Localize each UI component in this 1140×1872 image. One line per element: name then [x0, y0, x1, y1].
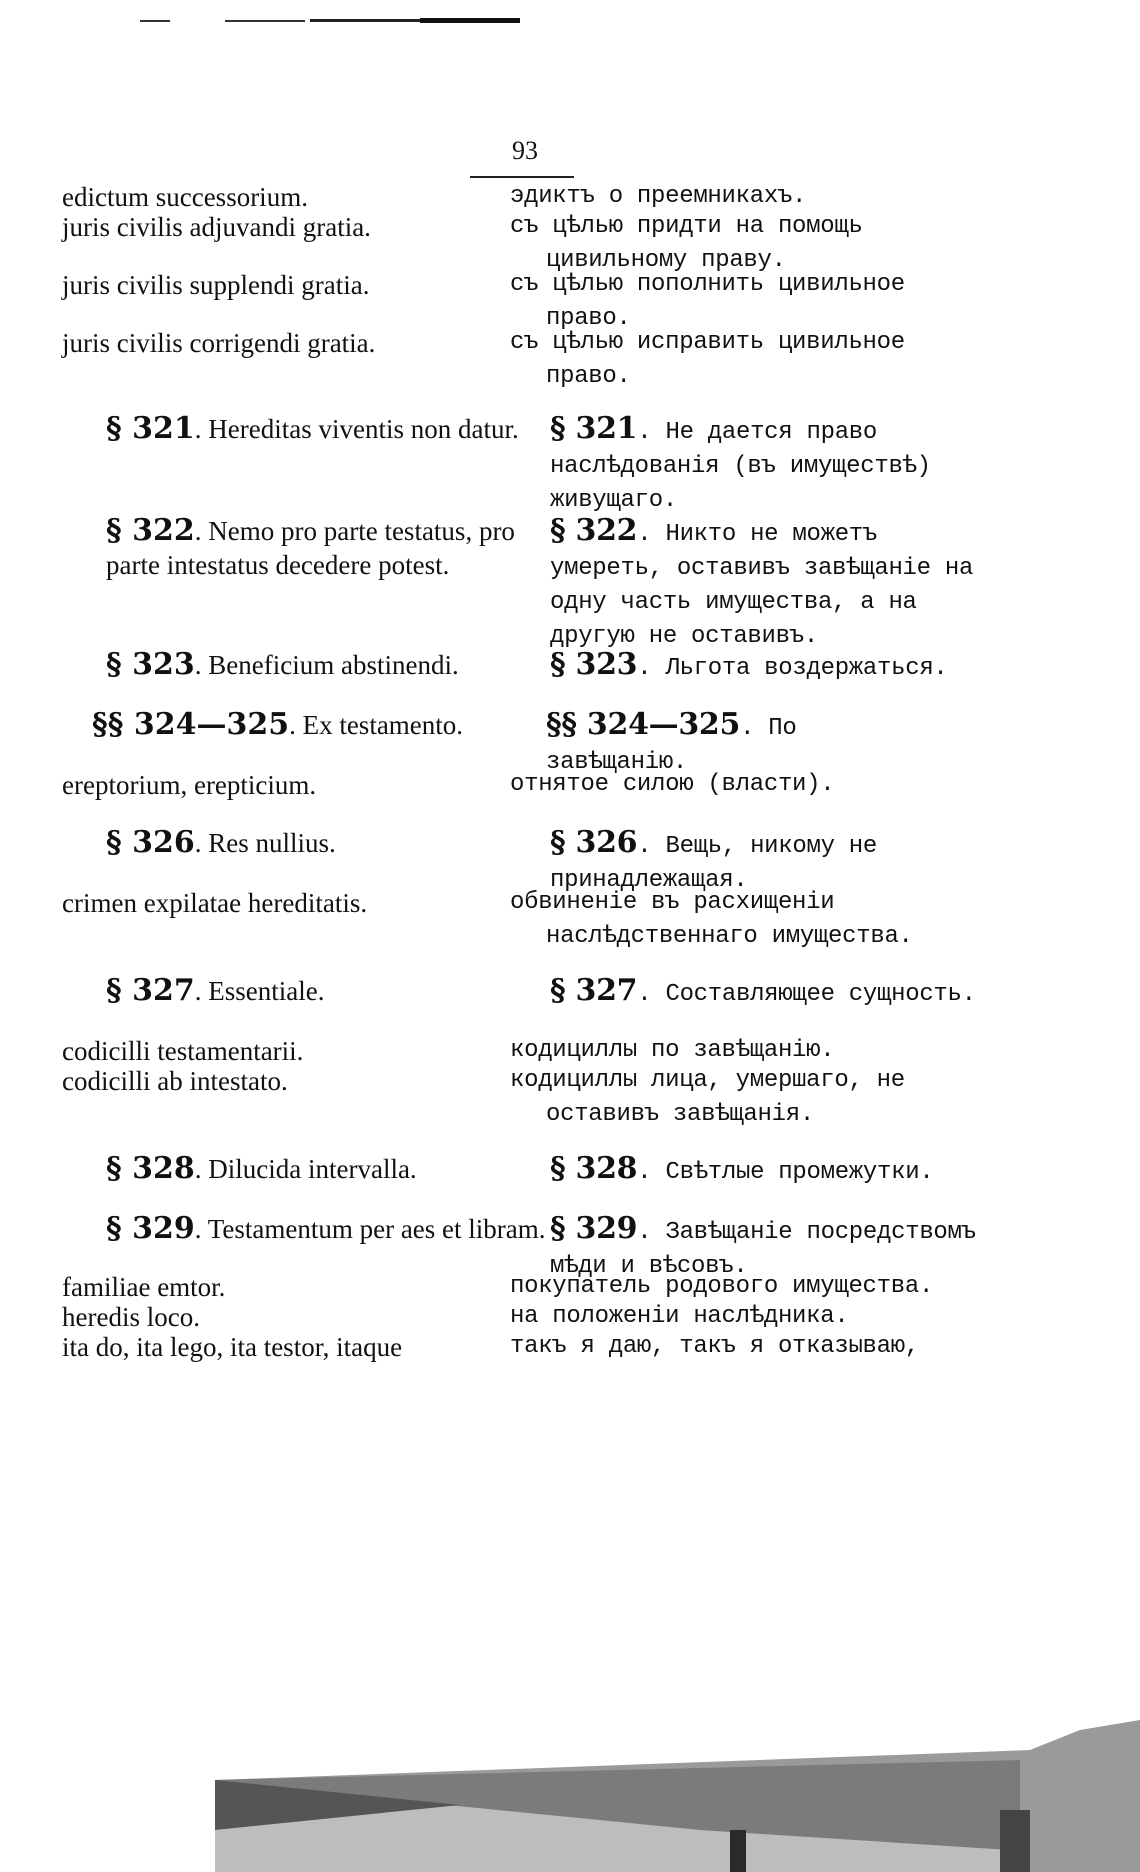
section-text: . Льгота воздержаться. — [637, 655, 948, 682]
russian-translation: кодициллы по завѣщанію. — [510, 1037, 835, 1064]
russian-section-323 — [510, 648, 980, 686]
latin-term: codicilli ab intestato. — [62, 1066, 288, 1096]
section-number: § 328 — [550, 1151, 638, 1186]
russian-translation: отнятое силою (власти). — [510, 771, 835, 798]
page-number: 93 — [512, 136, 538, 165]
latin-term: codicilli testamentarii. — [62, 1036, 304, 1066]
scan-top-edge — [140, 18, 620, 24]
russian-translation: съ цѣлью пополнить цивильное право. — [510, 271, 905, 332]
russian-translation: эдиктъ о преемникахъ. — [510, 183, 807, 210]
section-number: § 329 — [106, 1211, 195, 1246]
section-text: . Составляющее сущность. — [637, 981, 976, 1008]
section-number: § 328 — [106, 1151, 195, 1186]
latin-section-322 — [62, 514, 546, 582]
section-text: . Essentiale. — [194, 976, 325, 1006]
latin-section-329 — [62, 1212, 546, 1246]
latin-section-327 — [62, 974, 546, 1008]
section-number: § 326 — [106, 825, 195, 860]
section-number: §§ 324—325 — [92, 707, 290, 742]
russian-translation: покупатель родового имущества. — [510, 1273, 934, 1300]
russian-translation: кодициллы лица, умершаго, не оставивъ завѣщанія. — [510, 1067, 905, 1128]
russian-section-322 — [510, 514, 980, 654]
section-number: § 327 — [550, 973, 638, 1008]
russian-translation: на положеніи наслѣдника. — [510, 1303, 849, 1330]
section-number: § 327 — [106, 973, 195, 1008]
scan-bottom-edge — [0, 1720, 1140, 1872]
section-text: . Res nullius. — [194, 828, 336, 858]
latin-term: ita do, ita lego, ita testor, itaque — [62, 1332, 403, 1362]
russian-translation: обвиненіе въ расхищеніи наслѣдственнаго имущества. — [510, 889, 913, 950]
russian-translation: съ цѣлью исправить цивильное право. — [510, 329, 905, 390]
latin-section-323 — [62, 648, 546, 682]
section-text: . Завѣщаніе посредствомъ мѣди и вѣсовъ. — [550, 1219, 976, 1280]
section-text: . По завѣщанію. — [546, 715, 797, 776]
section-text: . Ex testamento. — [289, 710, 464, 740]
section-text: . Nemo pro parte testatus, pro parte intestatus decedere potest. — [106, 516, 515, 580]
latin-term: heredis loco. — [62, 1302, 200, 1332]
latin-term: juris civilis adjuvandi gratia. — [62, 212, 371, 242]
russian-section-327 — [510, 974, 980, 1012]
russian-section-328 — [510, 1152, 980, 1190]
latin-section-321 — [62, 412, 546, 446]
section-number: § 322 — [106, 513, 195, 548]
section-number: § 323 — [550, 647, 638, 682]
latin-section-324-325 — [62, 708, 532, 742]
section-number: §§ 324—325 — [546, 707, 741, 742]
section-number: § 321 — [106, 411, 195, 446]
latin-term: juris civilis supplendi gratia. — [62, 270, 370, 300]
latin-term: juris civilis corrigendi gratia. — [62, 328, 376, 358]
russian-section-321 — [510, 412, 980, 518]
section-text: . Никто не можетъ умереть, оставивъ завѣщаніе на одну часть имущества, а на другую не оставивъ. — [550, 521, 974, 650]
section-text: . Testamentum per aes et libram. — [194, 1214, 546, 1244]
latin-term: ereptorium, erepticium. — [62, 770, 317, 800]
section-text: . Свѣтлые промежутки. — [637, 1159, 934, 1186]
section-number: § 323 — [106, 647, 195, 682]
russian-translation: съ цѣлью придти на помощь цивильному праву. — [510, 213, 863, 274]
section-text: . Dilucida intervalla. — [194, 1154, 417, 1184]
section-text: . Beneficium abstinendi. — [194, 650, 459, 680]
section-text: . Hereditas viventis non datur. — [194, 414, 519, 444]
section-number: § 321 — [550, 411, 638, 446]
section-number: § 322 — [550, 513, 638, 548]
latin-term: familiae emtor. — [62, 1272, 226, 1302]
russian-translation: такъ я даю, такъ я отказываю, — [510, 1333, 919, 1360]
section-text: . Не дается право наслѣдованія (въ имуществѣ) живущаго. — [550, 419, 931, 514]
latin-section-326 — [62, 826, 546, 860]
page-number-rule — [470, 176, 574, 178]
latin-section-328 — [62, 1152, 546, 1186]
latin-term: edictum successorium. — [62, 182, 308, 212]
latin-term: crimen expilatae hereditatis. — [62, 888, 368, 918]
section-text: . Вещь, никому не принадлежащая. — [550, 833, 878, 894]
section-number: § 326 — [550, 825, 638, 860]
section-number: § 329 — [550, 1211, 638, 1246]
